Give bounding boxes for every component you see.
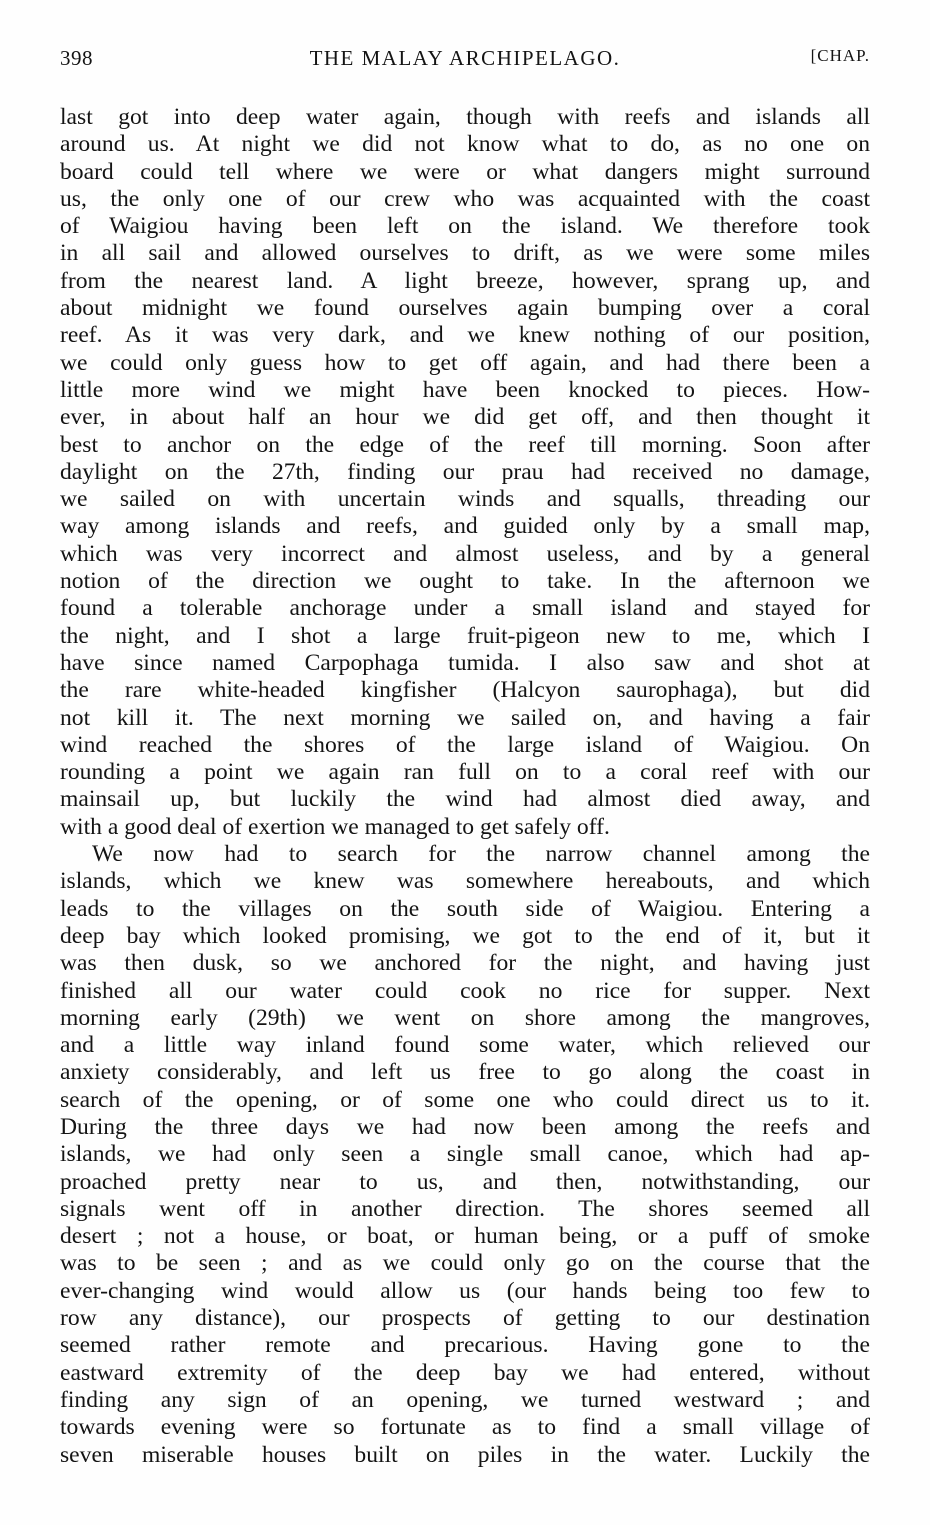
text-line: of Waigiou having been left on the island. We therefore took bbox=[60, 213, 870, 240]
text-line: towards evening were so fortunate as to find a small village of bbox=[60, 1414, 870, 1441]
text-line: notion of the direction we ought to take. In the afternoon we bbox=[60, 568, 870, 595]
text-line: was to be seen ; and as we could only go on the course that the bbox=[60, 1250, 870, 1277]
text-line: the night, and I shot a large fruit-pigeon new to me, which I bbox=[60, 622, 870, 649]
text-line: wind reached the shores of the large island of Waigiou. On bbox=[60, 731, 870, 758]
paragraph bbox=[60, 104, 870, 841]
text-line: finding any sign of an opening, we turned westward ; and bbox=[60, 1386, 870, 1413]
text-line: leads to the villages on the south side of Waigiou. Entering a bbox=[60, 895, 870, 922]
text-line: have since named Carpophaga tumida. I also saw and shot at bbox=[60, 649, 870, 676]
text-line: rounding a point we again ran full on to a coral reef with our bbox=[60, 759, 870, 786]
text-line: desert ; not a house, or boat, or human being, or a puff of smoke bbox=[60, 1223, 870, 1250]
text-line: morning early (29th) we went on shore among the mangroves, bbox=[60, 1004, 870, 1031]
text-line: found a tolerable anchorage under a small island and stayed for bbox=[60, 595, 870, 622]
text-line: board could tell where we were or what dangers might surround bbox=[60, 158, 870, 185]
text-line: mainsail up, but luckily the wind had almost died away, and bbox=[60, 786, 870, 813]
text-line: with a good deal of exertion we managed to get safely off. bbox=[60, 813, 610, 840]
text-line: us, the only one of our crew who was acquainted with the coast bbox=[60, 185, 870, 212]
text-line: daylight on the 27th, finding our prau had received no damage, bbox=[60, 458, 870, 485]
text-line: we sailed on with uncertain winds and squalls, threading our bbox=[60, 486, 870, 513]
paragraph bbox=[60, 841, 870, 1469]
text-line: ever-changing wind would allow us (our hands being too few to bbox=[60, 1277, 870, 1304]
text-line: in all sail and allowed ourselves to drift, as we were some miles bbox=[60, 240, 870, 267]
text-line: deep bay which looked promising, we got to the end of it, but it bbox=[60, 922, 870, 949]
text-line: eastward extremity of the deep bay we had entered, without bbox=[60, 1359, 870, 1386]
text-line: little more wind we might have been knocked to pieces. How- bbox=[60, 376, 870, 403]
text-line: We now had to search for the narrow channel among the bbox=[92, 841, 870, 868]
text-line: islands, we had only seen a single small canoe, which had ap- bbox=[60, 1141, 870, 1168]
text-line: reef. As it was very dark, and we knew nothing of our position, bbox=[60, 322, 870, 349]
page-number: 398 bbox=[60, 46, 93, 70]
text-line: During the three days we had now been among the reefs and bbox=[60, 1113, 870, 1140]
text-line: islands, which we knew was somewhere hereabouts, and which bbox=[60, 868, 870, 895]
body-text bbox=[60, 104, 870, 1469]
text-line: and a little way inland found some water, which relieved our bbox=[60, 1032, 870, 1059]
text-line: row any distance), our prospects of getting to our destination bbox=[60, 1305, 870, 1332]
text-line: about midnight we found ourselves again bumping over a coral bbox=[60, 295, 870, 322]
running-title: THE MALAY ARCHIPELAGO. bbox=[309, 46, 621, 70]
text-line: ever, in about half an hour we did get off, and then thought it bbox=[60, 404, 870, 431]
text-line: best to anchor on the edge of the reef till morning. Soon after bbox=[60, 431, 870, 458]
text-line: seemed rather remote and precarious. Having gone to the bbox=[60, 1332, 870, 1359]
text-line: from the nearest land. A light breeze, however, sprang up, and bbox=[60, 267, 870, 294]
chapter-mark: [CHAP. bbox=[810, 46, 870, 65]
text-line: not kill it. The next morning we sailed on, and having a fair bbox=[60, 704, 870, 731]
text-line: was then dusk, so we anchored for the night, and having just bbox=[60, 950, 870, 977]
text-line: seven miserable houses built on piles in the water. Luckily the bbox=[60, 1441, 870, 1468]
text-line: we could only guess how to get off again, and had there been a bbox=[60, 349, 870, 376]
text-line: last got into deep water again, though with reefs and islands all bbox=[60, 104, 870, 130]
text-line: way among islands and reefs, and guided only by a small map, bbox=[60, 513, 870, 540]
text-line: anxiety considerably, and left us free to go along the coast in bbox=[60, 1059, 870, 1086]
page-header bbox=[60, 46, 870, 74]
text-line: proached pretty near to us, and then, notwithstanding, our bbox=[60, 1168, 870, 1195]
text-line: signals went off in another direction. The shores seemed all bbox=[60, 1195, 870, 1222]
text-line: finished all our water could cook no rice for supper. Next bbox=[60, 977, 870, 1004]
text-line: the rare white-headed kingfisher (Halcyon saurophaga), but did bbox=[60, 677, 870, 704]
text-line: which was very incorrect and almost useless, and by a general bbox=[60, 540, 870, 567]
text-line: search of the opening, or of some one who could direct us to it. bbox=[60, 1086, 870, 1113]
text-line: around us. At night we did not know what to do, as no one on bbox=[60, 131, 870, 158]
